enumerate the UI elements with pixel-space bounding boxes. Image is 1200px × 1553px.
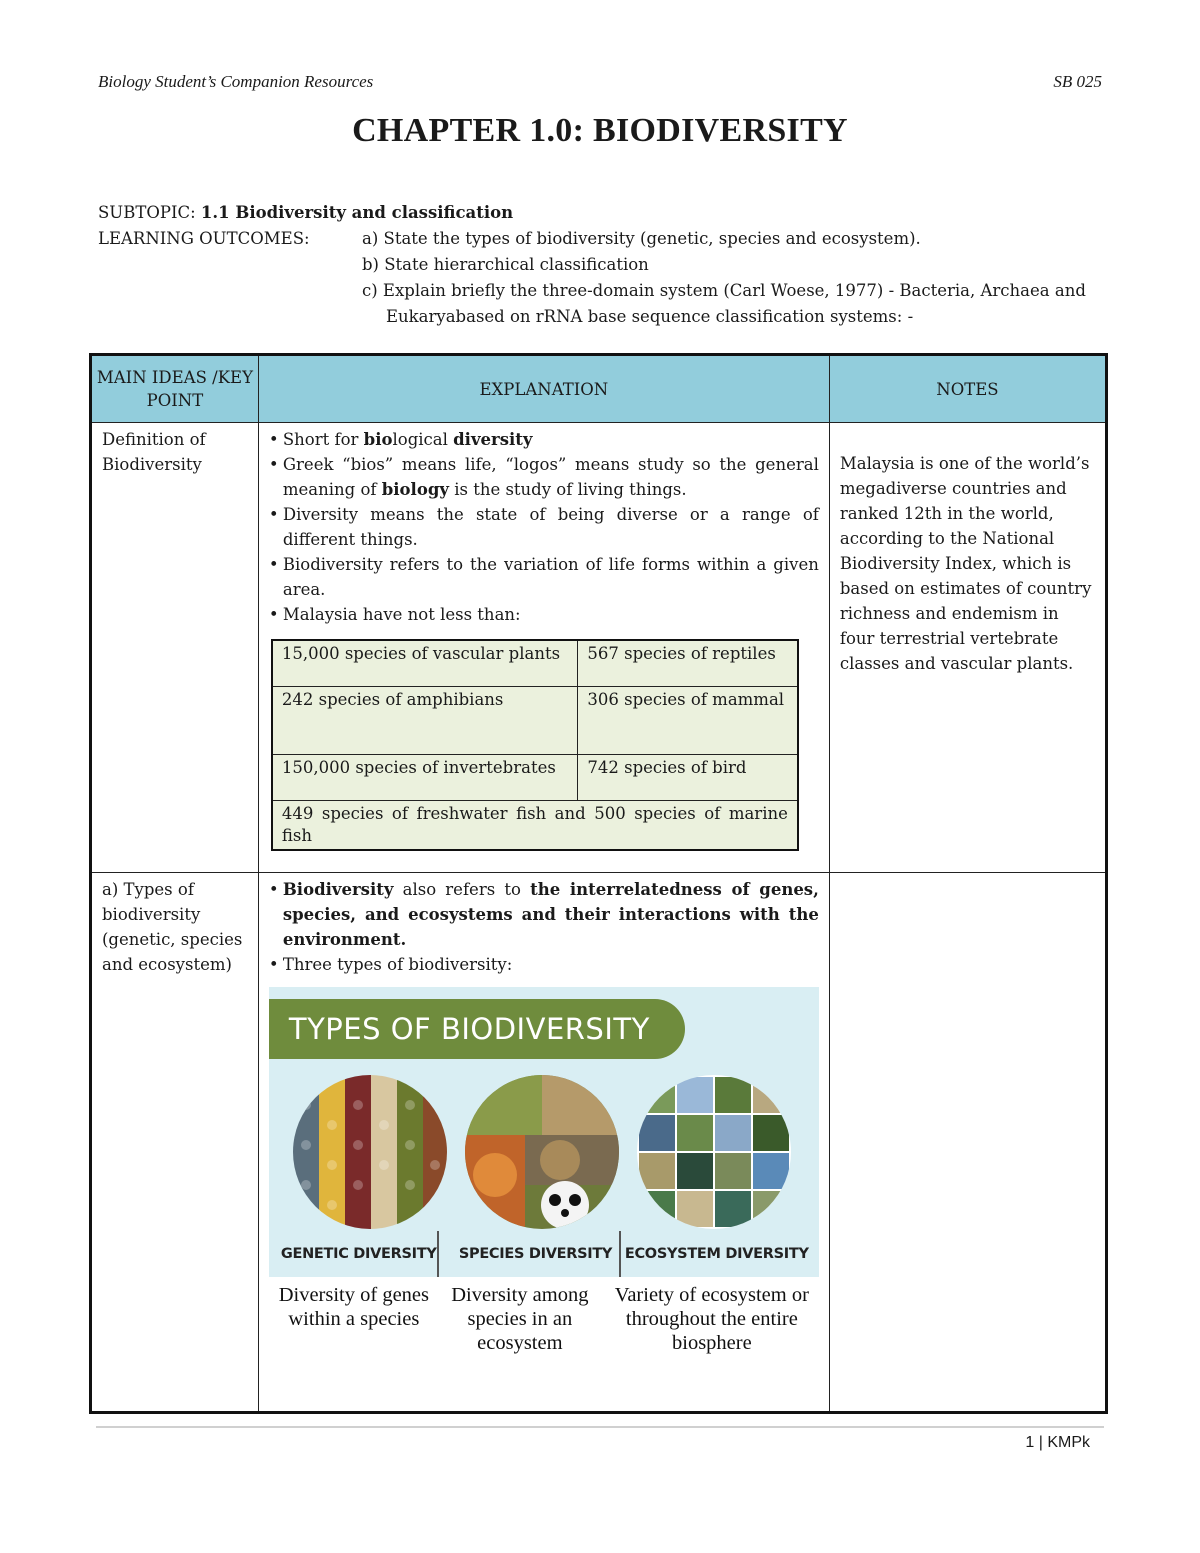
header-course-code: SB 025 — [1053, 72, 1102, 91]
notes-cell — [829, 873, 1106, 1413]
bullet-item: • Biodiversity also refers to the interrelatedness of genes, species, and ecosystems and their interactions with the environment. — [269, 877, 819, 952]
species-cell: 449 species of freshwater fish and 500 species of marine fish — [272, 800, 798, 850]
table-row — [272, 754, 798, 800]
bullet-item: • Three types of biodiversity: — [269, 952, 819, 977]
ecosystem-diversity-description: Variety of ecosystem or throughout the entire biosphere — [614, 1284, 809, 1354]
key-point-cell: a) Types of biodiversity (genetic, species and ecosystem) — [91, 873, 259, 1413]
chapter-title: CHAPTER 1.0: BIODIVERSITY — [352, 112, 848, 149]
ecosystem-diversity-caption: ECOSYSTEM DIVERSITY — [624, 1246, 809, 1262]
outcome-item: b) State hierarchical classification — [362, 255, 649, 274]
species-cell: 567 species of reptiles — [578, 640, 798, 686]
species-diversity-description: Diversity among species in an ecosystem — [451, 1284, 589, 1354]
header-title: Biology Student’s Companion Resources — [98, 72, 374, 91]
caption-divider — [437, 1231, 439, 1277]
header-explanation: EXPLANATION — [258, 355, 829, 423]
outcome-item: Eukaryabased on rRNA base sequence classification systems: - — [386, 307, 914, 326]
species-cell: 242 species of amphibians — [272, 686, 578, 754]
genetic-diversity-description: Diversity of genes within a species — [278, 1284, 429, 1330]
types-of-biodiversity-infographic — [269, 987, 819, 1389]
explanation-cell — [258, 873, 829, 1413]
table-row — [272, 800, 798, 850]
species-cell: 15,000 species of vascular plants — [272, 640, 578, 686]
header-main-ideas: MAIN IDEAS /KEY POINT — [91, 355, 259, 423]
species-diversity-caption: SPECIES DIVERSITY — [458, 1246, 613, 1262]
table-row — [272, 686, 798, 754]
table-row — [91, 873, 1107, 1413]
ecosystem-diversity-image — [637, 1075, 791, 1229]
outcome-item: a) State the types of biodiversity (genetic, species and ecosystem). — [362, 229, 921, 248]
outcome-item: c) Explain briefly the three-domain system (Carl Woese, 1977) - Bacteria, Archaea and — [362, 281, 1086, 300]
bullet-item: • Diversity means the state of being diverse or a range of different things. — [269, 502, 819, 552]
table-row — [91, 423, 1107, 873]
species-cell: 306 species of mammal — [578, 686, 798, 754]
genetic-diversity-image — [293, 1075, 447, 1229]
species-count-table — [271, 639, 799, 851]
bullet-item: • Malaysia have not less than: — [269, 602, 819, 627]
header-notes: NOTES — [829, 355, 1106, 423]
learning-outcomes-list — [362, 226, 1132, 330]
key-point-cell: Definition of Biodiversity — [91, 423, 259, 873]
caption-divider — [619, 1231, 621, 1277]
species-diversity-image — [465, 1075, 619, 1229]
subtopic — [98, 200, 513, 226]
bullet-item: • Greek “bios” means life, “logos” means study so the general meaning of biology is the study of living things. — [269, 452, 819, 502]
table-row — [272, 640, 798, 686]
notes-cell: Malaysia is one of the world’s megadiverse countries and ranked 12th in the world, according to the National Biodiversity Index, which is based on estimates of country richness and endemism in four terrestrial vertebrate classes and vascular plants. — [829, 423, 1106, 873]
explanation-cell — [258, 423, 829, 873]
learning-outcomes-label: LEARNING OUTCOMES: — [98, 229, 310, 248]
bullet-item: • Biodiversity refers to the variation of life forms within a given area. — [269, 552, 819, 602]
infographic-banner: TYPES OF BIODIVERSITY — [269, 999, 685, 1059]
species-cell: 150,000 species of invertebrates — [272, 754, 578, 800]
subtopic-label: SUBTOPIC: — [98, 203, 196, 222]
footer-divider — [96, 1426, 1104, 1428]
genetic-diversity-caption: GENETIC DIVERSITY — [280, 1246, 437, 1262]
table-header-row — [91, 355, 1107, 423]
notes-table — [89, 353, 1108, 1414]
page-number: 1 | KMPk — [1025, 1434, 1090, 1451]
species-cell: 742 species of bird — [578, 754, 798, 800]
subtopic-value: 1.1 Biodiversity and classification — [200, 203, 514, 222]
bullet-item: • Short for biological diversity — [269, 427, 819, 452]
